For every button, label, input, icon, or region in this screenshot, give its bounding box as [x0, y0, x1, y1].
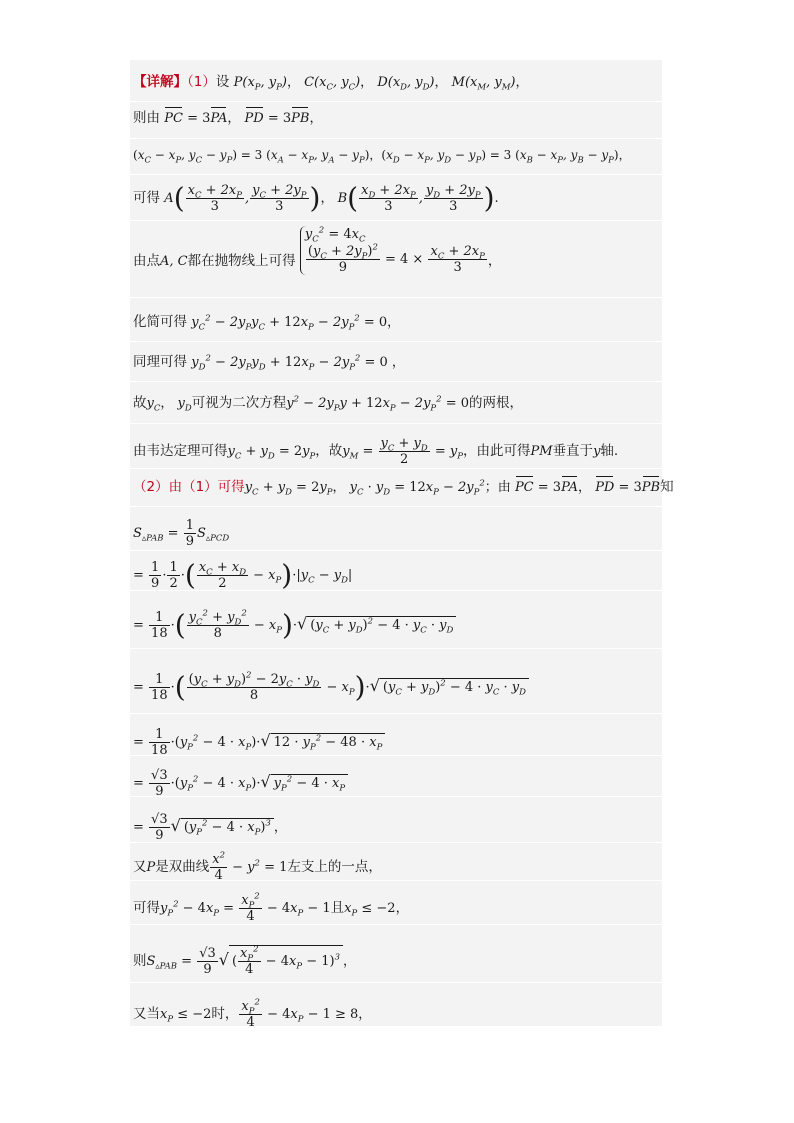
solution-line-18: 又P是双曲线 $\frac{x^2}{4}$ − $y^2 = 1$左支上的一点， [133, 850, 382, 883]
part1-label: （1） [187, 74, 216, 90]
solution-line-15 [133, 727, 659, 758]
solution-line-2: 则由 PC = 3PA， PD = 3PB， [133, 108, 659, 129]
solution-line-13 [133, 610, 659, 641]
formula: = $\frac{√3}{9}$ $\cdot(y_P^2 - 4 \cdot x_P)\cdot√$ $y_P^2 - 4 \cdot x_P$ [133, 776, 348, 791]
formula: $y_D^2 - 2y_Py_D + 12x_P - 2y_P^2 = 0$ ， [191, 353, 405, 373]
formula: ($x_C - x_P$, $y_C - y_P) = 3$ ($x_A - x_P$, $y_A - y_P$)，($x_D - x_P$, $y_D - y_P) = 3$ ($x_B - x_P$, $y_B - y_P$)， [133, 148, 631, 166]
solution-line-12 [133, 560, 659, 591]
line-separator [130, 924, 662, 925]
formula: A( $\frac{x_C + 2x_P}{3}$ , $\frac{y_C + 2y_P}{3}$ )， B( $\frac{x_D + 2x_P}{3}$ , $\frac{y_D + 2y_P}{3}$ ). [164, 181, 499, 215]
solution-line-17 [133, 812, 659, 843]
solution-line-19: 可得$y_P^2 - 4x_P$ = $\frac{x_P^2}{4}$ − $4x_P - 1$且$x_P \le -2$， [133, 891, 409, 924]
line-separator [130, 174, 662, 175]
solution-line-5: 由点A, C都在抛物线上可得 $y_C^2 = 4x_C$ $\frac{(y_C + 2y_P)^2}{9}$ = 4 × $\frac{x_C + 2x_P}{3}$ ， [133, 225, 502, 275]
solution-line-7: 同理可得 $y_D^2 - 2y_Py_D + 12x_P - 2y_P^2 = 0$ ， [133, 353, 405, 373]
line-separator [130, 713, 662, 714]
formula: = $\frac{1}{18}$ ·( $\frac{y_C^2 + y_D^2}{8}$ − $x_P)\cdot√$ $(y_C + y_D)^2 - 4 \cdot y_C \cdot y_D$ [133, 618, 456, 633]
formula: = $\frac{√3}{9}$ √ $(y_P^2 - 4 \cdot x_P)^3$ ， [133, 812, 287, 843]
detail-label: 【详解】 [133, 74, 187, 90]
line-separator [130, 220, 662, 221]
solution-line-11 [133, 518, 659, 549]
line-separator [130, 341, 662, 342]
formula: $S_{▵PAB}$ = $\frac{1}{9}$ $S_{▵PCD}$ [133, 518, 230, 549]
formula: = $\frac{1}{18}$ $\cdot(y_P^2 - 4 \cdot x_P)\cdot√$ $12 \cdot y_P^2 - 48 \cdot x_P$ [133, 735, 385, 750]
solution-line-8: 故$y_C$， $y_D$可视为二次方程$y^2 - 2y_Py + 12x_P - 2y_P^2 = 0$的两根， [133, 394, 524, 414]
solution-line-10: （2）由（1）可得$y_C + y_D = 2y_P$， $y_C \cdot y_D = 12x_P - 2y_P^2$；由 PC = 3PA， PD = 3PB知 [133, 478, 674, 498]
line-separator [130, 138, 662, 139]
formula: = $\frac{1}{18}$ ·( $\frac{(y_C + y_D)^2 - 2y_C \cdot y_D}{8}$ − $x_P)\cdot√$ $(y_C + y_D)^2 - 4 \cdot y_C \cdot y_D$ [133, 680, 529, 695]
line-separator [130, 297, 662, 298]
formula: $P(x_P$, $y_P$)， $C(x_C$, $y_C$)， $D(x_D$, $y_D$)， $M(x_M$, $y_M$)， [233, 75, 529, 93]
line-separator [130, 982, 662, 983]
solution-line-16 [133, 768, 659, 799]
formula: PC = 3PA， PD = 3PB， [164, 111, 322, 126]
line-separator [130, 648, 662, 649]
formula: = $\frac{1}{9}$ · $\frac{1}{2}$ ·( $\frac{x_C + x_D}{2}$ − $x_P)\cdot|y_C - y_D|$ [133, 558, 353, 592]
solution-line-20: 则$S_{▵PAB}$ = $\frac{√3}{9}$ √ ( $\frac{x_P^2}{4}$ − $4x_P - 1)^3$ ， [133, 944, 356, 977]
line-separator [130, 506, 662, 507]
line-separator [130, 381, 662, 382]
solution-line-9: 由韦达定理可得$y_C + y_D = 2y_P$，故$y_M$ = $\frac{y_C + y_D}{2}$ = $y_P$，由此可得PM垂直于y轴. [133, 436, 619, 467]
solution-line-21: 又当$x_P \le -2$时， $\frac{x_P^2}{4}$ − $4x_P - 1 \ge 8$， [133, 997, 372, 1030]
formula: $y_C^2 - 2y_Py_C + 12x_P - 2y_P^2 = 0$， [191, 313, 401, 333]
line-separator [130, 550, 662, 551]
line-separator [130, 423, 662, 424]
line-separator [130, 468, 662, 469]
solution-line-14 [133, 672, 659, 703]
solution-line-1: 【详解】（1）设 $P(x_P$, $y_P$)， $C(x_C$, $y_C$)， $D(x_D$, $y_D$)， $M(x_M$, $y_M$)， [133, 74, 529, 93]
solution-line-6: 化简可得 $y_C^2 - 2y_Py_C + 12x_P - 2y_P^2 = 0$， [133, 313, 401, 333]
line-separator [130, 101, 662, 102]
solution-line-4: 可得 A( $\frac{x_C + 2x_P}{3}$ , $\frac{y_C + 2y_P}{3}$ )， B( $\frac{x_D + 2x_P}{3}$ , $\frac{y_D + 2y_P}{3}$ ). [133, 181, 499, 215]
solution-line-3 [133, 145, 659, 165]
equation-system: $y_C^2 = 4x_C$ $\frac{(y_C + 2y_P)^2}{9}$ = 4 × $\frac{x_C + 2x_P}{3}$ [300, 226, 488, 275]
